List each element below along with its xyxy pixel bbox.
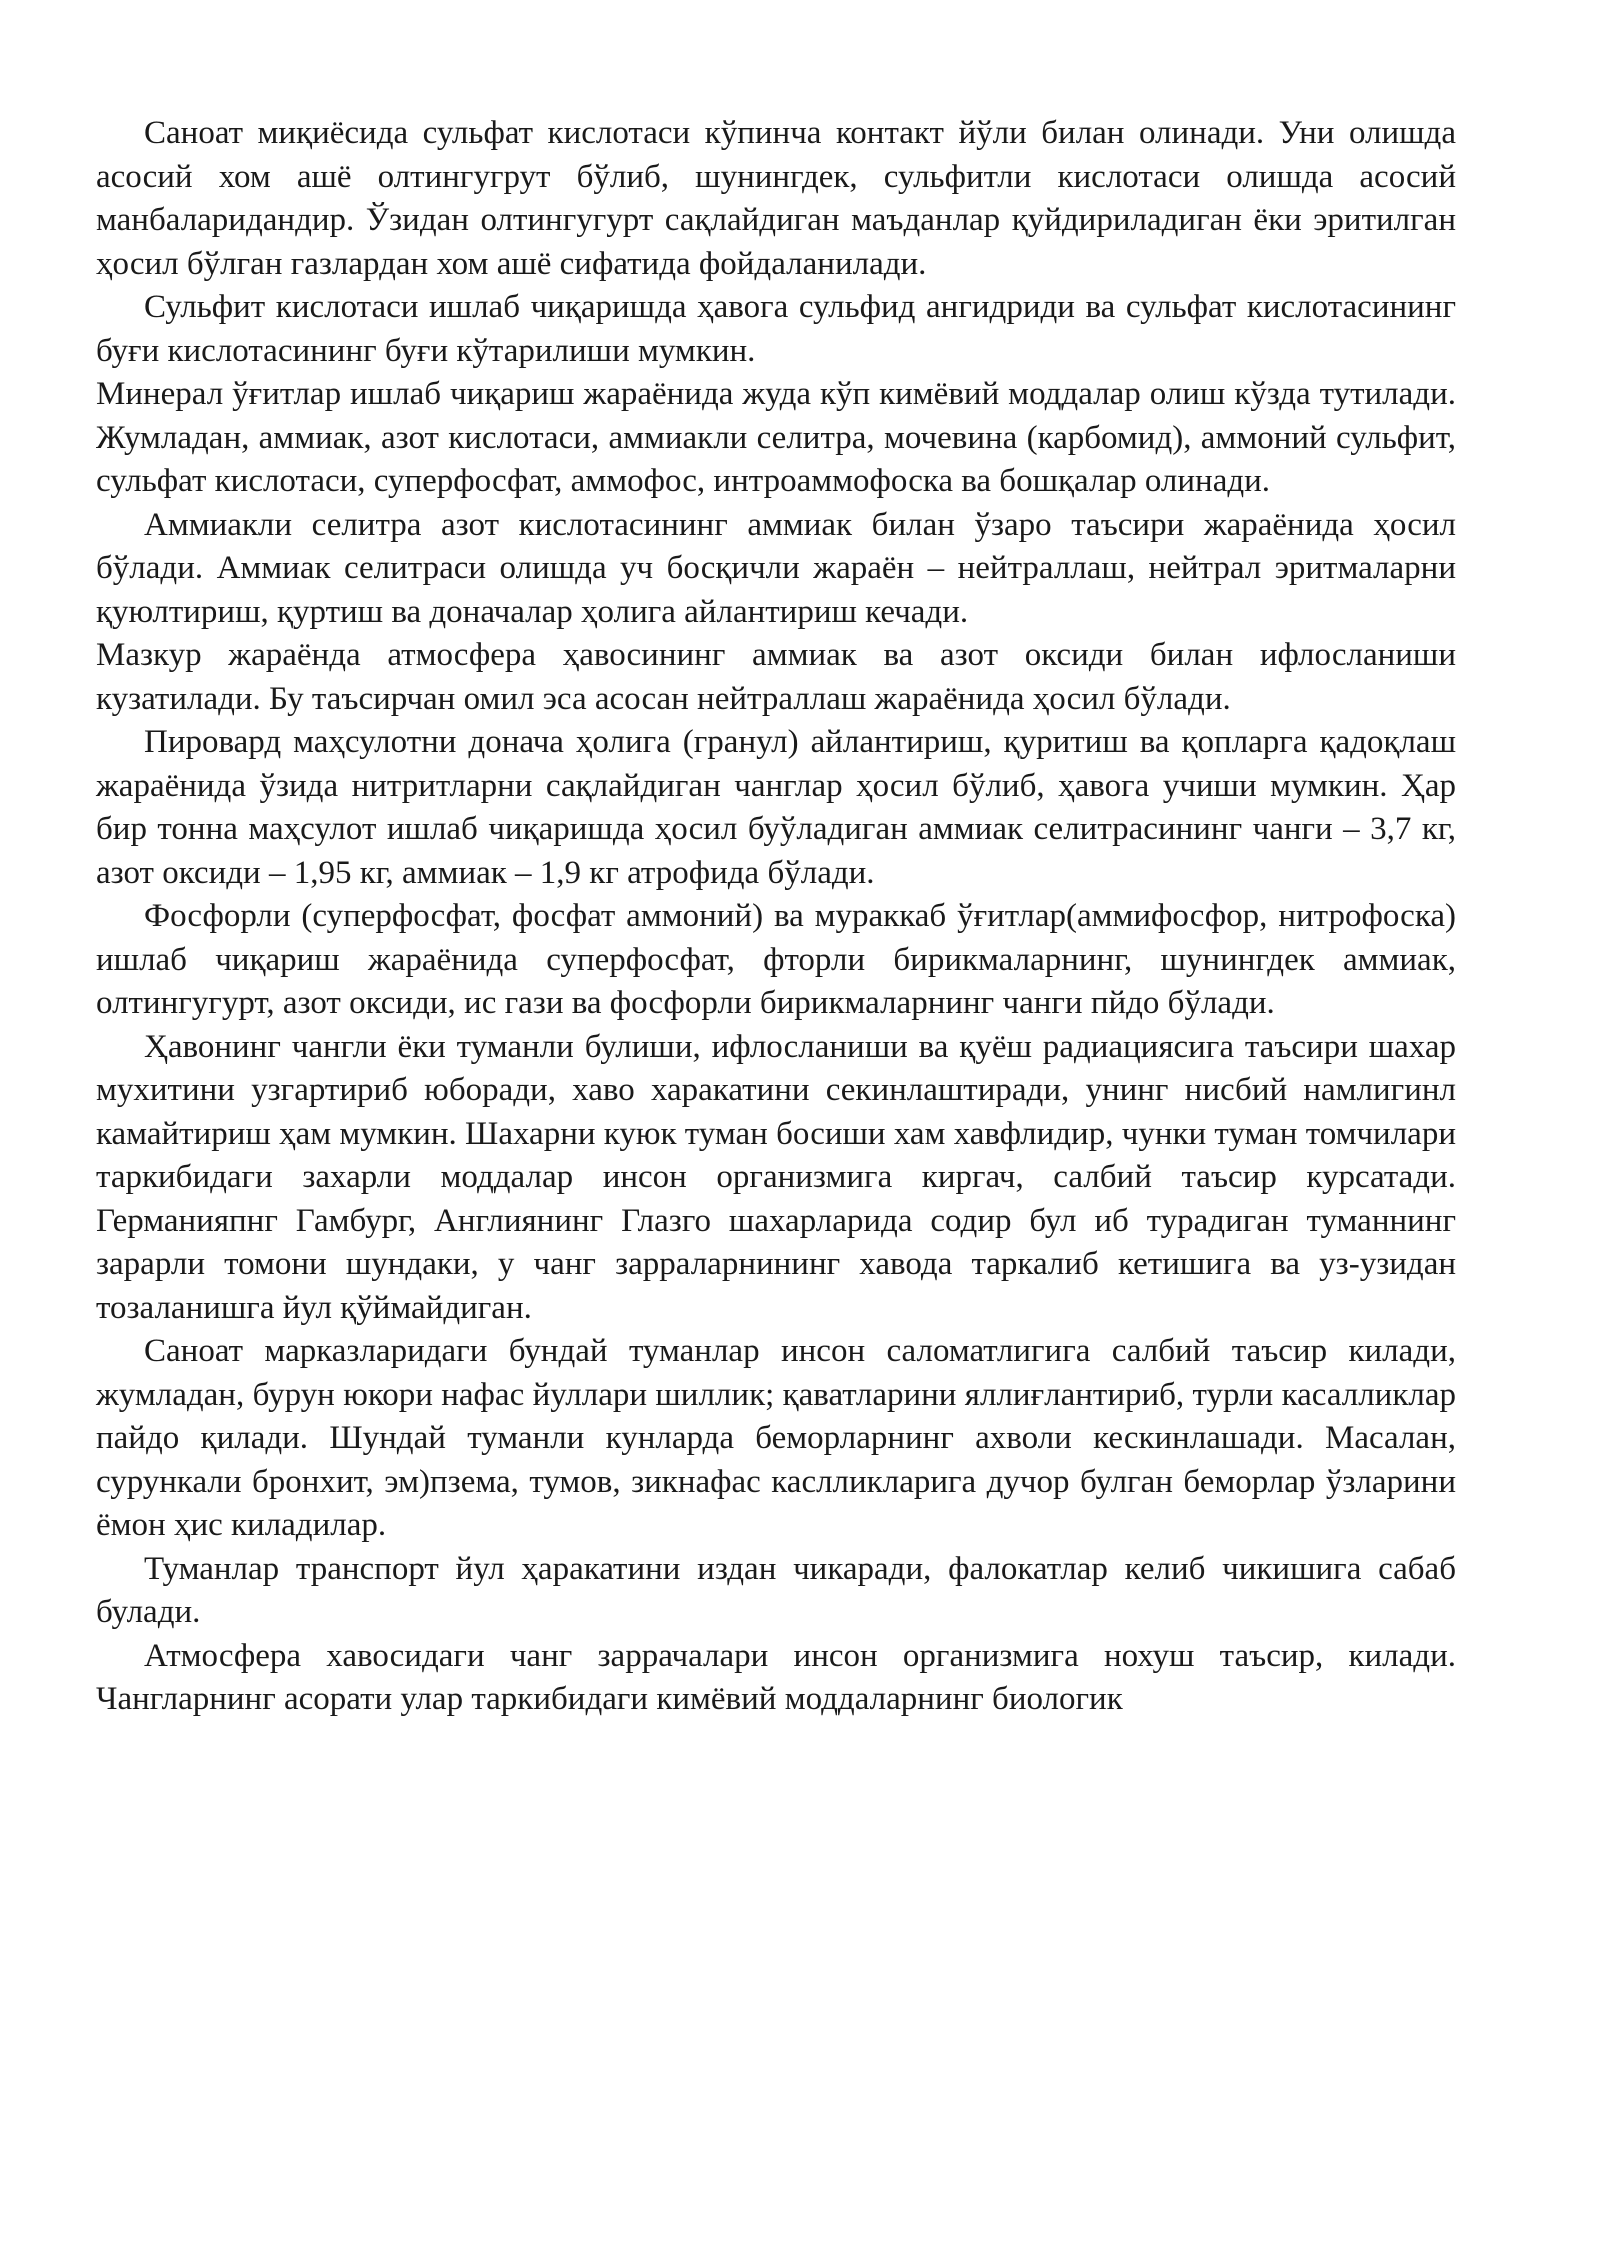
paragraph-transport: Туманлар транспорт йул ҳаракатини издан чикаради, фалокатлар келиб чикишига сабаб булади. [96,1550,1456,1630]
paragraph-air-pollution: Мазкур жараёнда атмосфера ҳавосининг аммиак ва азот оксиди билан ифлосланиши кузатилади. Бу таъсирчан омил эса асосан нейтраллаш жараёнида ҳосил бўлади. [96,637,1456,717]
document-page [96,112,1456,1722]
paragraph-phosphate-fertilizers: Фосфорли (суперфосфат, фосфат аммоний) ва мураккаб ўғитлар(аммифосфор, нитрофоска) ишлаб чиқариш жараёнида суперфосфат, фторли бирикмаларнинг, шунингдек аммиак, олтингугурт, азот оксиди, ис гази ва фосфорли бирикмаларнинг чанги пйдо бўлади. [96,898,1456,1021]
paragraph-fog-effects: Ҳавонинг чангли ёки туманли булиши, ифлосланиши ва қуёш радиациясига таъсири шахар мухитини узгартириб юборади, хаво харакатини секинлаштиради, унинг нисбий намлигинл камайтириш ҳам мумкин. Шахарни куюк туман босиши хам хавфлидир, чунки туман томчилари таркибидаги захарли моддалар инсон организмига киргач, салбий таъсир курсатади. Германияпнг Гамбург, Англиянинг Глазго шахарларида содир бул иб турадиган туманнинг зарарли томони шундаки, у чанг зарраларнининг хавода таркалиб кетишига ва уз-узидан тозаланишга йул қўймайдиган. [96,1028,1456,1326]
paragraph-dust-particles: Атмосфера хавосидаги чанг заррачалари инсон организмига нохуш таъсир, килади. Чангларнинг асорати улар таркибидаги кимёвий моддаларнинг биологик [96,1637,1456,1717]
paragraph-sulfuric-acid: Саноат миқиёсида сульфат кислотаси кўпинча контакт йўли билан олинади. Уни олишда асосий хом ашё олтингугрут бўлиб, шунингдек, сульфитли кислотаси олишда асосий манбаларидандир. Ўзидан олтингугурт сақлайдиган маъданлар қуйдириладиган ёки эритилган ҳосил бўлган газлардан хом ашё сифатида фойдаланилади. [96,115,1456,282]
paragraph-health-effects: Саноат марказларидаги бундай туманлар инсон саломатлигига салбий таъсир килади, жумладан, бурун юкори нафас йуллари шиллик; қаватларини яллиғлантириб, турли касалликлар пайдо қилади. Шундай туманли кунларда беморларнинг ахволи кескинлашади. Масалан, сурункали бронхит, эм)пзема, тумов, зикнафас каслликларига дучор булган беморлар ўзларини ёмон ҳис киладилар. [96,1333,1456,1543]
paragraph-granulation-dust: Пировард маҳсулотни донача ҳолига (гранул) айлантириш, қуритиш ва қопларга қадоқлаш жараёнида ўзида нитритларни сақлайдиган чанглар ҳосил бўлиб, ҳавога учиши мумкин. Ҳар бир тонна маҳсулот ишлаб чиқаришда ҳосил буўладиган аммиак селитрасининг чанги – 3,7 кг, азот оксиди – 1,95 кг, аммиак – 1,9 кг атрофида бўлади. [96,724,1456,891]
paragraph-sulfite-acid: Сульфит кислотаси ишлаб чиқаришда ҳавога сульфид ангидриди ва сульфат кислотасининг буғи кислотасининг буғи кўтарилиши мумкин. [96,289,1456,369]
paragraph-ammonium-nitrate: Аммиакли селитра азот кислотасининг аммиак билан ўзаро таъсири жараёнида ҳосил бўлади. Аммиак селитраси олишда уч босқичли жараён – нейтраллаш, нейтрал эритмаларни қуюлтириш, қуртиш ва доначалар ҳолига айлантириш кечади. [96,506,1456,630]
paragraph-mineral-fertilizers: Минерал ўғитлар ишлаб чиқариш жараёнида жуда кўп кимёвий моддалар олиш кўзда тутилади. Жумладан, аммиак, азот кислотаси, аммиакли селитра, мочевина (карбомид), аммоний сульфит, сульфат кислотаси, суперфосфат, аммофос, интроаммофоска ва бошқалар олинади. [96,376,1456,499]
